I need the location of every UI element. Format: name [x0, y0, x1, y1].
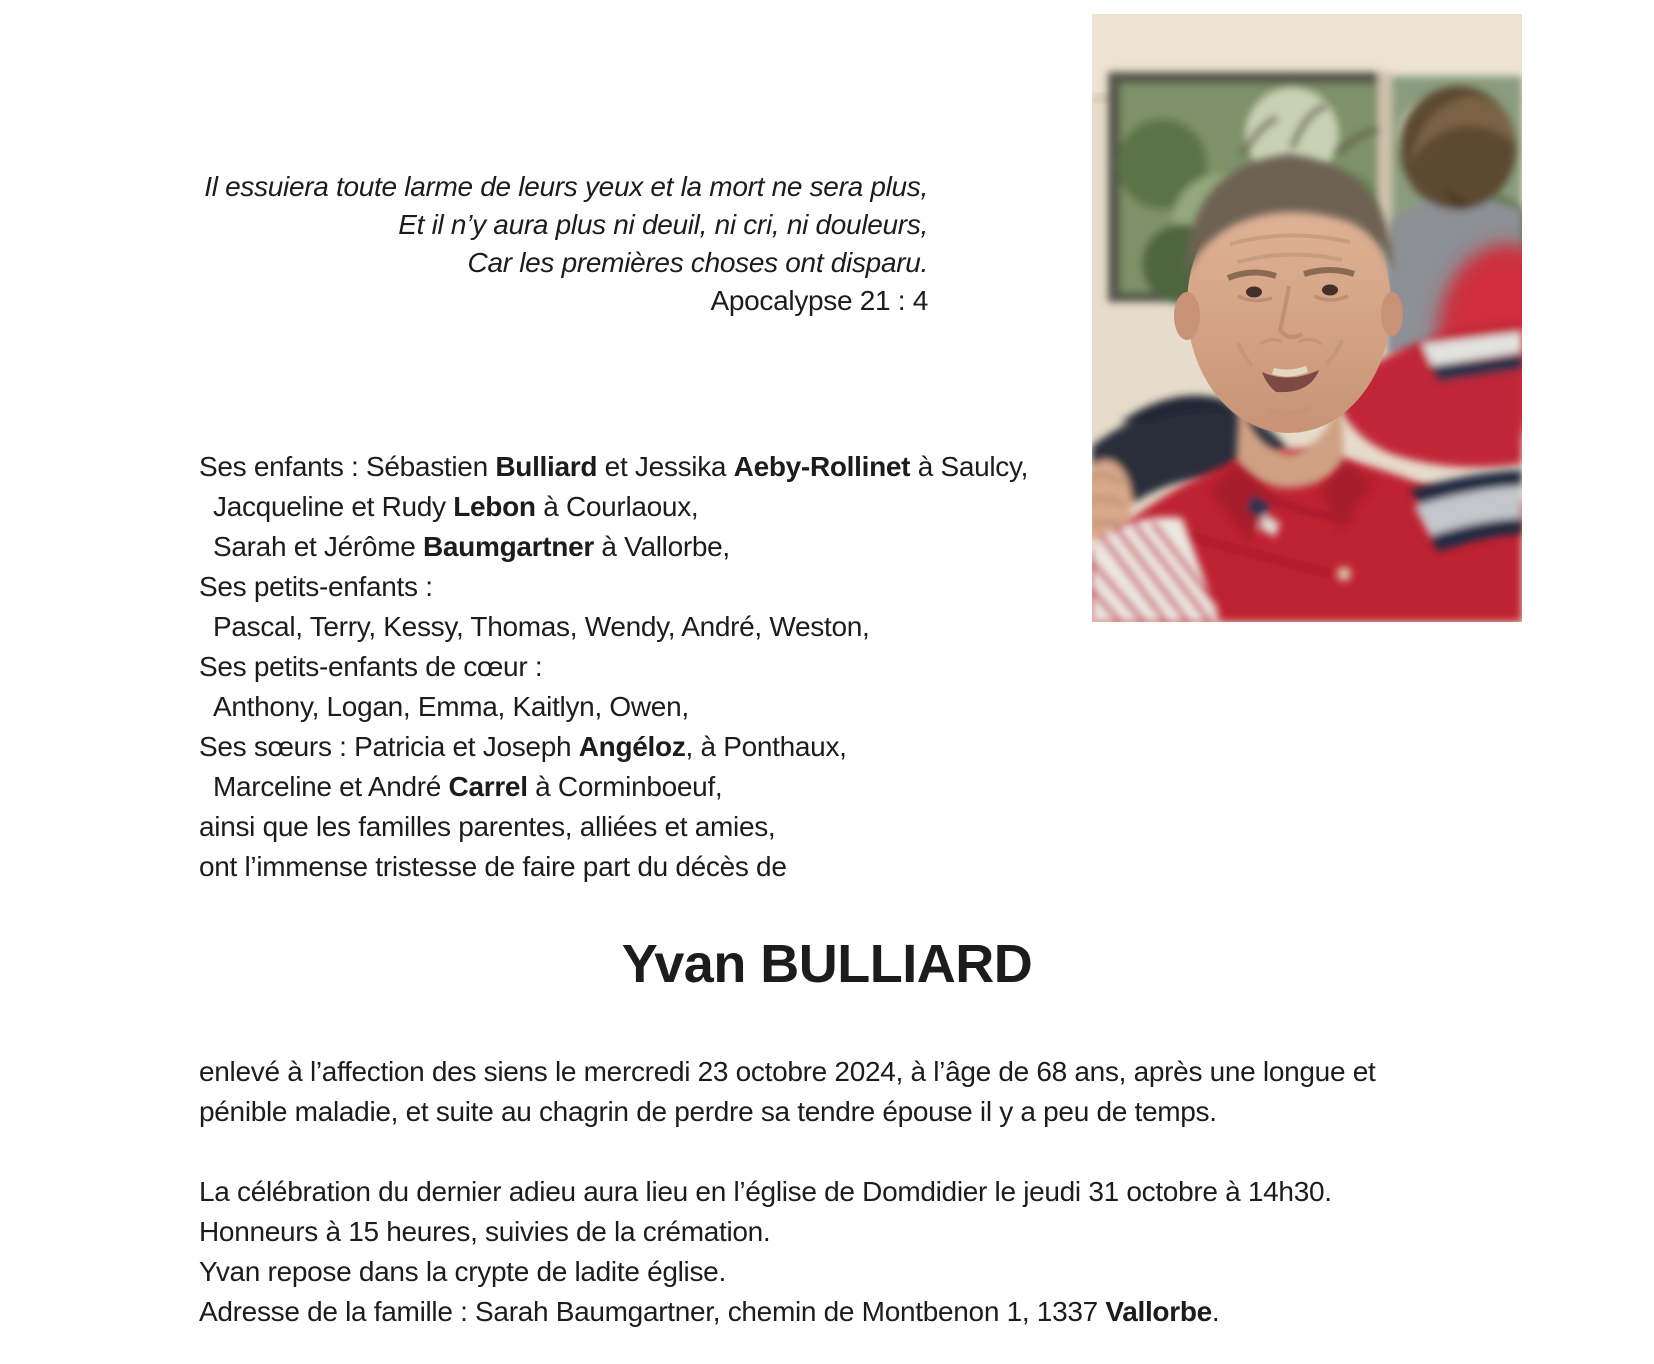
- emphasized-name: Aeby-Rollinet: [733, 451, 911, 482]
- family-line: [199, 687, 1028, 727]
- quote-line: [204, 244, 928, 282]
- family-line: [199, 607, 1028, 647]
- quote-line: [204, 282, 928, 320]
- text-segment: pénible maladie, et suite au chagrin de perdre sa tendre épouse il y a peu de temps.: [199, 1096, 1217, 1127]
- deceased-name-title: Yvan BULLIARD: [621, 934, 1033, 994]
- text-segment: , à Ponthaux,: [685, 731, 847, 762]
- scripture-quote: [204, 168, 928, 320]
- text-segment: La célébration du dernier adieu aura lieu en l’église de Domdidier le jeudi 31 octobre à 14h30.: [199, 1176, 1332, 1207]
- text-segment: Sarah et Jérôme: [213, 531, 423, 562]
- text-segment: à Corminboeuf,: [527, 771, 723, 802]
- family-line: [199, 647, 1028, 687]
- portrait-photo: [1092, 14, 1522, 622]
- emphasized-name: Bulliard: [495, 451, 598, 482]
- emphasized-name: Vallorbe: [1105, 1296, 1212, 1327]
- text-segment: Adresse de la famille : Sarah Baumgartner, chemin de Montbenon 1, 1337: [199, 1296, 1106, 1327]
- text-segment: ainsi que les familles parentes, alliées et amies,: [199, 811, 776, 842]
- family-line: [199, 487, 1028, 527]
- family-line: [199, 447, 1028, 487]
- emphasized-name: Lebon: [453, 491, 536, 522]
- text-segment: Jacqueline et Rudy: [213, 491, 454, 522]
- quote-line: [204, 206, 928, 244]
- portrait-photo-illustration: [1092, 14, 1522, 622]
- text-segment: Yvan repose dans la crypte de ladite église.: [199, 1256, 726, 1287]
- paragraph-line: [199, 1292, 1332, 1332]
- text-segment: Ses petits-enfants :: [199, 571, 433, 602]
- text-segment: Ses sœurs : Patricia et Joseph: [199, 731, 579, 762]
- paragraph-line: [199, 1252, 1332, 1292]
- text-segment: Anthony, Logan, Emma, Kaitlyn, Owen,: [213, 691, 689, 722]
- family-line: [199, 847, 1028, 887]
- family-line: [199, 767, 1028, 807]
- text-segment: à Saulcy,: [910, 451, 1029, 482]
- text-segment: Ses petits-enfants de cœur :: [199, 651, 543, 682]
- text-segment: ont l’immense tristesse de faire part du décès de: [199, 851, 787, 882]
- funeral-details-paragraph: [199, 1172, 1332, 1332]
- paragraph-line: [199, 1212, 1332, 1252]
- text-segment: Ses enfants : Sébastien: [199, 451, 496, 482]
- family-line: [199, 727, 1028, 767]
- emphasized-name: Angéloz: [578, 731, 686, 762]
- emphasized-name: Baumgartner: [422, 531, 594, 562]
- text-segment: et Jessika: [597, 451, 734, 482]
- text-segment: .: [1211, 1296, 1220, 1327]
- death-details-paragraph: [199, 1052, 1375, 1132]
- text-segment: Car les premières choses ont disparu.: [467, 247, 928, 278]
- paragraph-line: [199, 1052, 1375, 1092]
- text-segment: Honneurs à 15 heures, suivies de la crémation.: [199, 1216, 771, 1247]
- paragraph-line: [199, 1172, 1332, 1212]
- text-segment: à Vallorbe,: [593, 531, 730, 562]
- text-segment: Et il n’y aura plus ni deuil, ni cri, ni douleurs,: [398, 209, 928, 240]
- text-segment: Pascal, Terry, Kessy, Thomas, Wendy, André, Weston,: [213, 611, 870, 642]
- text-segment: Il essuiera toute larme de leurs yeux et la mort ne sera plus,: [204, 171, 928, 202]
- text-segment: Marceline et André: [213, 771, 449, 802]
- family-line: [199, 807, 1028, 847]
- emphasized-name: Carrel: [448, 771, 528, 802]
- family-announcement: [199, 447, 1028, 887]
- family-line: [199, 567, 1028, 607]
- text-segment: enlevé à l’affection des siens le mercredi 23 octobre 2024, à l’âge de 68 ans, après une longue et: [199, 1056, 1376, 1087]
- text-segment: à Courlaoux,: [535, 491, 699, 522]
- paragraph-line: [199, 1092, 1375, 1132]
- text-segment: Apocalypse 21 : 4: [710, 285, 928, 316]
- family-line: [199, 527, 1028, 567]
- quote-line: [204, 168, 928, 206]
